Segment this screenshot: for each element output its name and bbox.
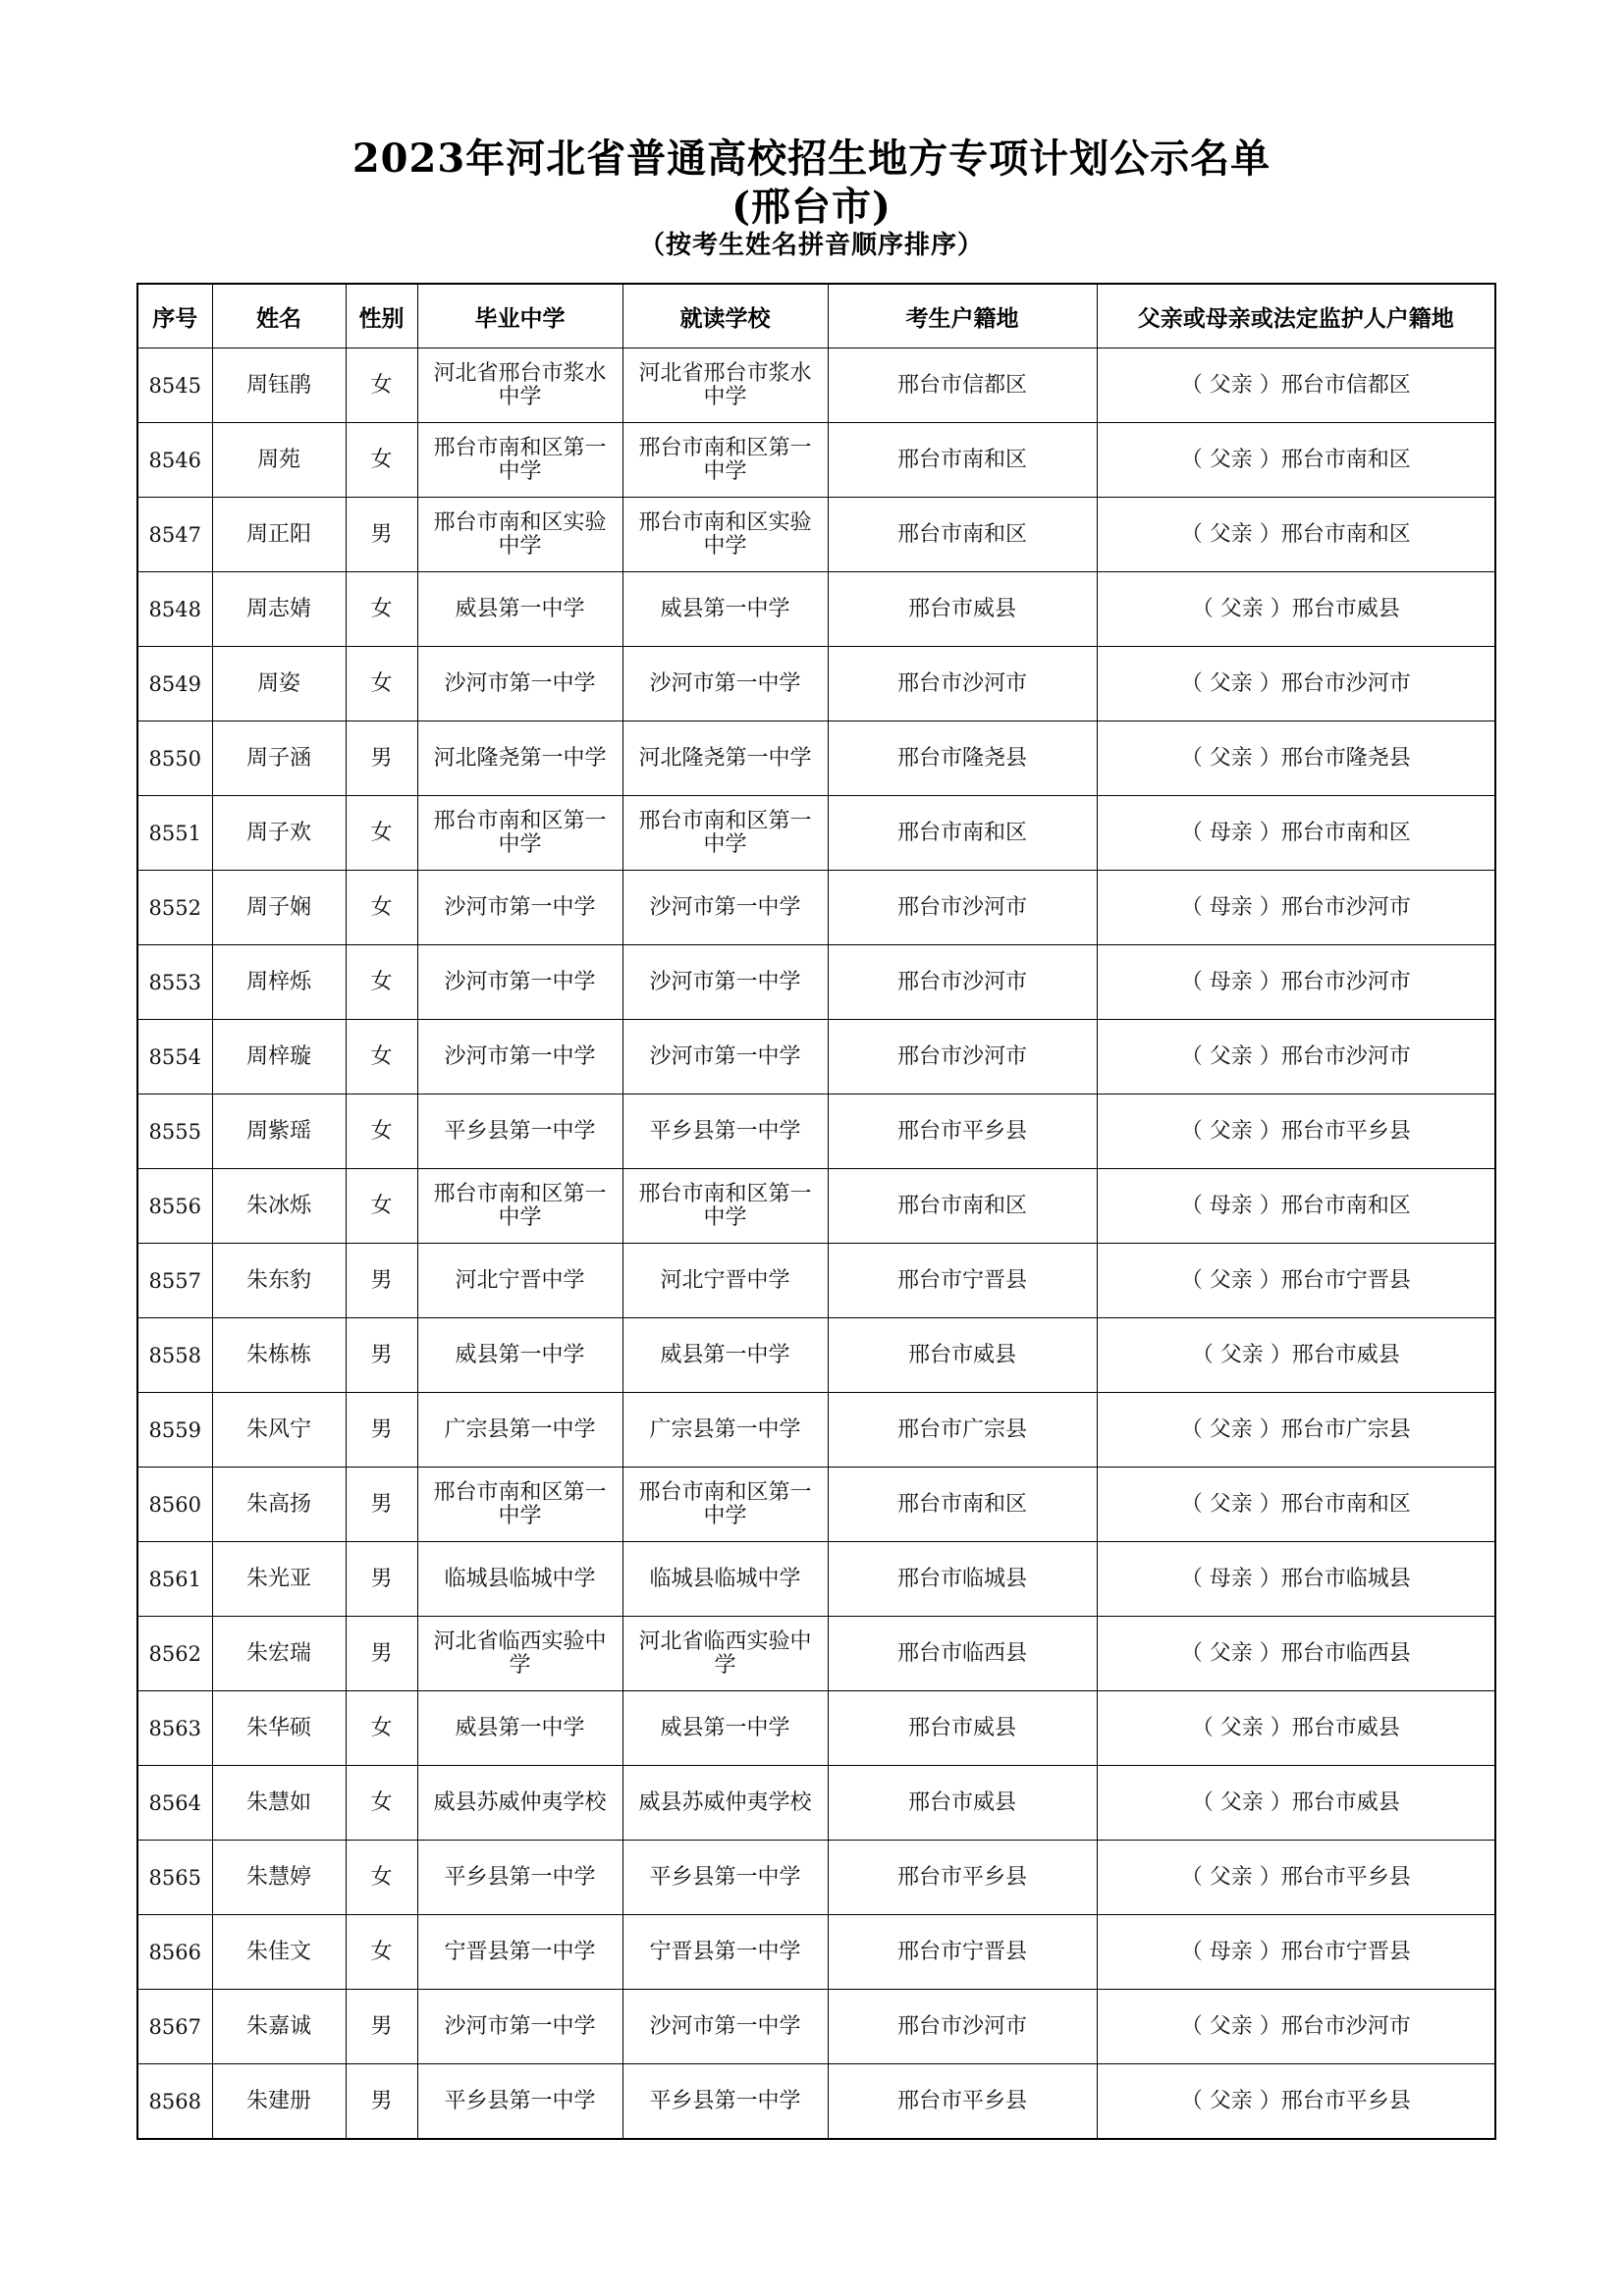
cell-current-school: 邢台市南和区第一中学 [622,1169,828,1244]
cell-name: 周姿 [212,647,346,721]
cell-household-registration: 邢台市沙河市 [828,1020,1097,1095]
cell-gender: 女 [346,1169,417,1244]
cell-parent-registration: （ 父亲 ）邢台市南和区 [1097,1468,1495,1542]
cell-parent-registration: （ 父亲 ）邢台市信都区 [1097,348,1495,423]
cell-name: 朱嘉诚 [212,1990,346,2064]
cell-graduated-school: 沙河市第一中学 [417,647,622,721]
cell-parent-registration: （ 父亲 ）邢台市威县 [1097,1691,1495,1766]
cell-gender: 女 [346,871,417,945]
cell-seq: 8549 [137,647,212,721]
table-row [137,871,1495,945]
cell-gender: 男 [346,721,417,796]
cell-name: 周志婧 [212,572,346,647]
cell-graduated-school: 威县第一中学 [417,572,622,647]
cell-parent-registration: （ 母亲 ）邢台市沙河市 [1097,945,1495,1020]
cell-seq: 8546 [137,423,212,498]
cell-graduated-school: 河北省临西实验中学 [417,1617,622,1691]
cell-seq: 8552 [137,871,212,945]
cell-graduated-school: 邢台市南和区实验中学 [417,498,622,572]
table-row [137,423,1495,498]
cell-current-school: 邢台市南和区第一中学 [622,796,828,871]
cell-current-school: 河北省邢台市浆水中学 [622,348,828,423]
cell-seq: 8556 [137,1169,212,1244]
cell-seq: 8567 [137,1990,212,2064]
cell-name: 朱佳文 [212,1915,346,1990]
cell-gender: 女 [346,1095,417,1169]
cell-seq: 8559 [137,1393,212,1468]
cell-graduated-school: 沙河市第一中学 [417,871,622,945]
cell-name: 朱华硕 [212,1691,346,1766]
cell-name: 周子涵 [212,721,346,796]
table-row [137,721,1495,796]
cell-gender: 女 [346,348,417,423]
cell-name: 朱东豹 [212,1244,346,1318]
cell-graduated-school: 沙河市第一中学 [417,1990,622,2064]
table-row [137,1990,1495,2064]
document-subtitle: (邢台市) [731,184,892,230]
cell-gender: 男 [346,2064,417,2140]
cell-name: 朱冰烁 [212,1169,346,1244]
cell-current-school: 平乡县第一中学 [622,1095,828,1169]
cell-seq: 8557 [137,1244,212,1318]
cell-parent-registration: （ 母亲 ）邢台市临城县 [1097,1542,1495,1617]
cell-household-registration: 邢台市威县 [828,1766,1097,1841]
cell-gender: 女 [346,1020,417,1095]
cell-current-school: 沙河市第一中学 [622,1990,828,2064]
col-header-household-registration: 考生户籍地 [828,284,1097,348]
table-body [137,348,1495,2140]
cell-graduated-school: 平乡县第一中学 [417,1841,622,1915]
cell-current-school: 威县苏威仲夷学校 [622,1766,828,1841]
cell-current-school: 临城县临城中学 [622,1542,828,1617]
cell-parent-registration: （ 父亲 ）邢台市威县 [1097,572,1495,647]
cell-gender: 女 [346,1766,417,1841]
cell-current-school: 沙河市第一中学 [622,647,828,721]
cell-parent-registration: （ 父亲 ）邢台市平乡县 [1097,1095,1495,1169]
cell-graduated-school: 沙河市第一中学 [417,1020,622,1095]
cell-graduated-school: 临城县临城中学 [417,1542,622,1617]
cell-seq: 8563 [137,1691,212,1766]
cell-household-registration: 邢台市平乡县 [828,2064,1097,2140]
cell-graduated-school: 宁晋县第一中学 [417,1915,622,1990]
table-row [137,1318,1495,1393]
cell-gender: 女 [346,647,417,721]
cell-parent-registration: （ 父亲 ）邢台市沙河市 [1097,1990,1495,2064]
cell-parent-registration: （ 父亲 ）邢台市宁晋县 [1097,1244,1495,1318]
cell-current-school: 沙河市第一中学 [622,1020,828,1095]
cell-parent-registration: （ 父亲 ）邢台市平乡县 [1097,1841,1495,1915]
cell-household-registration: 邢台市宁晋县 [828,1915,1097,1990]
cell-current-school: 威县第一中学 [622,572,828,647]
cell-household-registration: 邢台市威县 [828,1691,1097,1766]
cell-household-registration: 邢台市南和区 [828,796,1097,871]
cell-graduated-school: 威县第一中学 [417,1691,622,1766]
table-row [137,647,1495,721]
cell-name: 周子娴 [212,871,346,945]
cell-graduated-school: 广宗县第一中学 [417,1393,622,1468]
cell-gender: 女 [346,423,417,498]
cell-seq: 8550 [137,721,212,796]
cell-parent-registration: （ 父亲 ）邢台市南和区 [1097,498,1495,572]
cell-graduated-school: 威县第一中学 [417,1318,622,1393]
cell-current-school: 河北宁晋中学 [622,1244,828,1318]
cell-name: 周子欢 [212,796,346,871]
cell-parent-registration: （ 父亲 ）邢台市沙河市 [1097,1020,1495,1095]
cell-household-registration: 邢台市威县 [828,1318,1097,1393]
cell-seq: 8568 [137,2064,212,2140]
cell-name: 周苑 [212,423,346,498]
cell-name: 朱风宁 [212,1393,346,1468]
cell-name: 朱高扬 [212,1468,346,1542]
table-row [137,1169,1495,1244]
cell-parent-registration: （ 父亲 ）邢台市平乡县 [1097,2064,1495,2140]
cell-gender: 男 [346,1468,417,1542]
table-row [137,1542,1495,1617]
cell-seq: 8564 [137,1766,212,1841]
cell-household-registration: 邢台市南和区 [828,423,1097,498]
cell-graduated-school: 平乡县第一中学 [417,1095,622,1169]
table-row [137,1766,1495,1841]
table-row [137,945,1495,1020]
cell-parent-registration: （ 父亲 ）邢台市临西县 [1097,1617,1495,1691]
cell-parent-registration: （ 父亲 ）邢台市隆尧县 [1097,721,1495,796]
table-row [137,348,1495,423]
cell-parent-registration: （ 父亲 ）邢台市沙河市 [1097,647,1495,721]
table-row [137,796,1495,871]
table-row [137,1617,1495,1691]
cell-gender: 女 [346,572,417,647]
cell-parent-registration: （ 母亲 ）邢台市沙河市 [1097,871,1495,945]
col-header-current-school: 就读学校 [622,284,828,348]
cell-gender: 女 [346,1915,417,1990]
cell-seq: 8551 [137,796,212,871]
col-header-gender: 性别 [346,284,417,348]
cell-parent-registration: （ 母亲 ）邢台市南和区 [1097,1169,1495,1244]
cell-current-school: 威县第一中学 [622,1318,828,1393]
cell-graduated-school: 邢台市南和区第一中学 [417,1169,622,1244]
cell-name: 朱慧如 [212,1766,346,1841]
table-row [137,1393,1495,1468]
col-header-parent-registration: 父亲或母亲或法定监护人户籍地 [1097,284,1495,348]
cell-graduated-school: 河北宁晋中学 [417,1244,622,1318]
cell-household-registration: 邢台市南和区 [828,1468,1097,1542]
cell-name: 周梓璇 [212,1020,346,1095]
cell-name: 朱栋栋 [212,1318,346,1393]
cell-seq: 8562 [137,1617,212,1691]
cell-household-registration: 邢台市宁晋县 [828,1244,1097,1318]
cell-household-registration: 邢台市平乡县 [828,1095,1097,1169]
table-row [137,1691,1495,1766]
cell-current-school: 沙河市第一中学 [622,871,828,945]
cell-gender: 男 [346,498,417,572]
cell-current-school: 平乡县第一中学 [622,1841,828,1915]
cell-graduated-school: 邢台市南和区第一中学 [417,1468,622,1542]
cell-parent-registration: （ 父亲 ）邢台市威县 [1097,1318,1495,1393]
col-header-seq: 序号 [137,284,212,348]
cell-current-school: 宁晋县第一中学 [622,1915,828,1990]
cell-seq: 8554 [137,1020,212,1095]
cell-household-registration: 邢台市隆尧县 [828,721,1097,796]
cell-current-school: 广宗县第一中学 [622,1393,828,1468]
cell-household-registration: 邢台市沙河市 [828,647,1097,721]
cell-graduated-school: 邢台市南和区第一中学 [417,796,622,871]
cell-household-registration: 邢台市南和区 [828,1169,1097,1244]
cell-graduated-school: 邢台市南和区第一中学 [417,423,622,498]
cell-parent-registration: （ 母亲 ）邢台市南和区 [1097,796,1495,871]
table-row [137,1244,1495,1318]
cell-household-registration: 邢台市广宗县 [828,1393,1097,1468]
cell-name: 朱光亚 [212,1542,346,1617]
cell-household-registration: 邢台市沙河市 [828,945,1097,1020]
cell-graduated-school: 威县苏威仲夷学校 [417,1766,622,1841]
cell-gender: 女 [346,1691,417,1766]
table-header-row [137,284,1495,348]
cell-name: 朱宏瑞 [212,1617,346,1691]
cell-seq: 8566 [137,1915,212,1990]
cell-household-registration: 邢台市沙河市 [828,1990,1097,2064]
cell-seq: 8548 [137,572,212,647]
cell-seq: 8565 [137,1841,212,1915]
cell-current-school: 邢台市南和区第一中学 [622,1468,828,1542]
cell-seq: 8558 [137,1318,212,1393]
cell-current-school: 邢台市南和区第一中学 [622,423,828,498]
table-row [137,1095,1495,1169]
cell-parent-registration: （ 母亲 ）邢台市宁晋县 [1097,1915,1495,1990]
cell-gender: 女 [346,945,417,1020]
cell-current-school: 河北隆尧第一中学 [622,721,828,796]
cell-name: 周正阳 [212,498,346,572]
cell-graduated-school: 河北隆尧第一中学 [417,721,622,796]
cell-gender: 男 [346,1542,417,1617]
cell-name: 周钰鹃 [212,348,346,423]
cell-current-school: 威县第一中学 [622,1691,828,1766]
cell-name: 朱建册 [212,2064,346,2140]
cell-name: 周紫瑶 [212,1095,346,1169]
cell-seq: 8547 [137,498,212,572]
document-title: 2023年河北省普通高校招生地方专项计划公示名单 [352,135,1271,182]
cell-household-registration: 邢台市临西县 [828,1617,1097,1691]
cell-gender: 女 [346,796,417,871]
table-row [137,1468,1495,1542]
cell-gender: 男 [346,1244,417,1318]
sort-note: （按考生姓名拼音顺序排序） [638,231,984,260]
student-list-table [136,283,1496,2140]
cell-parent-registration: （ 父亲 ）邢台市广宗县 [1097,1393,1495,1468]
table-row [137,498,1495,572]
cell-seq: 8560 [137,1468,212,1542]
cell-household-registration: 邢台市沙河市 [828,871,1097,945]
table-row [137,2064,1495,2140]
cell-seq: 8545 [137,348,212,423]
cell-current-school: 河北省临西实验中学 [622,1617,828,1691]
cell-name: 周梓烁 [212,945,346,1020]
cell-gender: 男 [346,1393,417,1468]
cell-current-school: 邢台市南和区实验中学 [622,498,828,572]
cell-graduated-school: 平乡县第一中学 [417,2064,622,2140]
cell-seq: 8555 [137,1095,212,1169]
cell-seq: 8561 [137,1542,212,1617]
cell-graduated-school: 河北省邢台市浆水中学 [417,348,622,423]
cell-graduated-school: 沙河市第一中学 [417,945,622,1020]
cell-gender: 男 [346,1318,417,1393]
cell-household-registration: 邢台市平乡县 [828,1841,1097,1915]
table-row [137,1020,1495,1095]
cell-household-registration: 邢台市南和区 [828,498,1097,572]
cell-parent-registration: （ 父亲 ）邢台市南和区 [1097,423,1495,498]
cell-household-registration: 邢台市临城县 [828,1542,1097,1617]
table-row [137,572,1495,647]
col-header-name: 姓名 [212,284,346,348]
cell-gender: 男 [346,1617,417,1691]
cell-household-registration: 邢台市信都区 [828,348,1097,423]
cell-current-school: 沙河市第一中学 [622,945,828,1020]
cell-gender: 女 [346,1841,417,1915]
cell-seq: 8553 [137,945,212,1020]
cell-name: 朱慧婷 [212,1841,346,1915]
cell-parent-registration: （ 父亲 ）邢台市威县 [1097,1766,1495,1841]
cell-current-school: 平乡县第一中学 [622,2064,828,2140]
table-row [137,1915,1495,1990]
cell-gender: 男 [346,1990,417,2064]
table-row [137,1841,1495,1915]
col-header-graduated-school: 毕业中学 [417,284,622,348]
cell-household-registration: 邢台市威县 [828,572,1097,647]
